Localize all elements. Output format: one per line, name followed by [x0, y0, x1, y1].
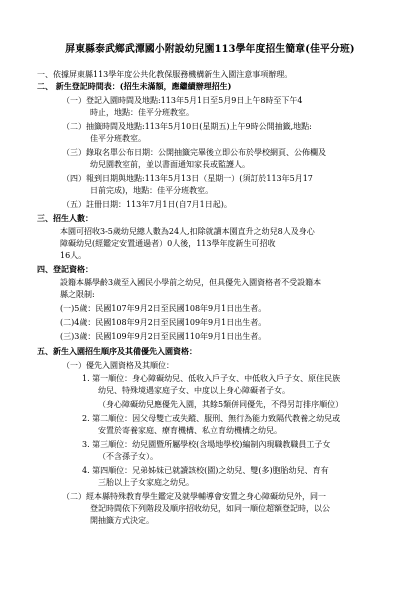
priority-2-line-1: 2. 第二順位：因父母雙亡或失蹤、服刑、無行為能力致隔代教養之幼兒或	[82, 414, 341, 423]
section-4-heading: 四、登記資格：	[37, 264, 93, 274]
registration-item-1-line-1: （一）登記入園時間及地點:113年5月1日至5月9日上午8時至下午4	[62, 96, 303, 105]
registration-item-1-line-2: 時止，地點：佳平分班教室。	[90, 108, 194, 117]
priority-1-line-1: 1. 第一順位：身心障礙幼兒、低收入戶子女、中低收入戶子女、原住民族	[82, 374, 341, 383]
section-1-basis: 一、依據屏東縣113學年度公共化教保服務機構新生入園注意事項辦理。	[37, 70, 293, 79]
eligibility-line-1: 設籍本縣學齡3歲至入國民小學前之幼兒，但具優先入園資格者不受設籍本	[60, 278, 322, 287]
section-5-heading: 五、新生入園招生順序及其備優先入園資格：	[37, 346, 197, 356]
priority-3-line-1: 3. 第三順位：幼兒園暨所屬學校(含場地學校)編制內現職教職員工子女	[82, 440, 331, 449]
enrollment-line-1: 本園可招收3-5歲幼兒總人數為24人,扣除就讀本園直升之幼兒8人及身心	[60, 227, 315, 236]
registration-item-3-line-2: 幼兒園教室前，並以書面通知家長或監護人。	[90, 160, 250, 169]
priority-4-line-1: 4. 第四順位：兄弟姊妹已就讀該校(園)之幼兒、雙(多)胞胎幼兒、育有	[82, 466, 329, 475]
admission-rule-line-1: （二）經本縣特殊教育學生鑑定及就學輔導會安置之身心障礙幼兒外，同一	[62, 492, 326, 501]
registration-item-5: （五）註冊日期：113年7月1日(自7月1日起)。	[62, 200, 232, 209]
priority-3-line-2: （不含孫子女）。	[98, 452, 158, 461]
priority-1-line-2: 幼兒、特殊境遇家庭子女、中度以上身心障礙者子女。	[98, 386, 290, 395]
registration-item-3-line-1: （三）錄取名單公布日期：公開抽籤完畢後立即公布於學校網頁、公佈欄及	[62, 148, 326, 157]
registration-item-4-line-2: 日前完成)，地點：佳平分班教室。	[90, 186, 214, 195]
age-group-4: (二)4歲：民國108年9月2日至民國109年9月1日出生者。	[60, 318, 267, 327]
section-3-heading: 三、招生人數：	[37, 213, 93, 223]
registration-item-2-line-2: 佳平分班教室。	[90, 134, 146, 143]
priority-2-line-2: 安置於寄養家庭、療育機構、私立育幼機構之幼兒。	[98, 426, 282, 435]
age-group-3: (三)3歲：民國109年9月2日至民國110年9月1日出生者。	[60, 332, 267, 341]
priority-4-line-2: 三胎以上子女家庭之幼兒。	[98, 478, 194, 487]
age-group-5: (一)5歲：民國107年9月2日至民國108年9月1日出生者。	[60, 304, 267, 313]
admission-rule-line-2: 登記時間依下列階段及順序招收幼兒，如同一順位超額登記時，以公	[90, 504, 330, 513]
enrollment-line-3: 16人。	[60, 251, 87, 260]
registration-item-2-line-1: （二）抽籤時間及地點:113年5月10日(星期五)上午9時公開抽籤,地點:	[62, 122, 312, 131]
enrollment-line-2: 障礙幼兒(經鑑定安置通過者）0人後，113學年度新生可招收	[60, 239, 276, 248]
eligibility-line-2: 縣之限制:	[60, 290, 95, 299]
priority-intro: （一）優先入園資格及其順位：	[62, 361, 174, 370]
document-title: 屏東縣泰武鄉武潭國小附設幼兒園113學年度招生簡章(佳平分班)	[65, 44, 355, 55]
registration-item-4-line-1: （四）報到日期與地點:113年5月13日（星期一）(須訂於113年5月17	[62, 174, 313, 183]
priority-1-note: （身心障礙幼兒應優先入園，其餘5類併同優先，不得另訂排序順位）	[98, 400, 344, 409]
section-2-heading: 二、 新生登記時間表：(招生未滿額，應繼續辦理招生)	[37, 81, 232, 91]
admission-rule-line-3: 開抽籤方式決定。	[90, 516, 154, 525]
